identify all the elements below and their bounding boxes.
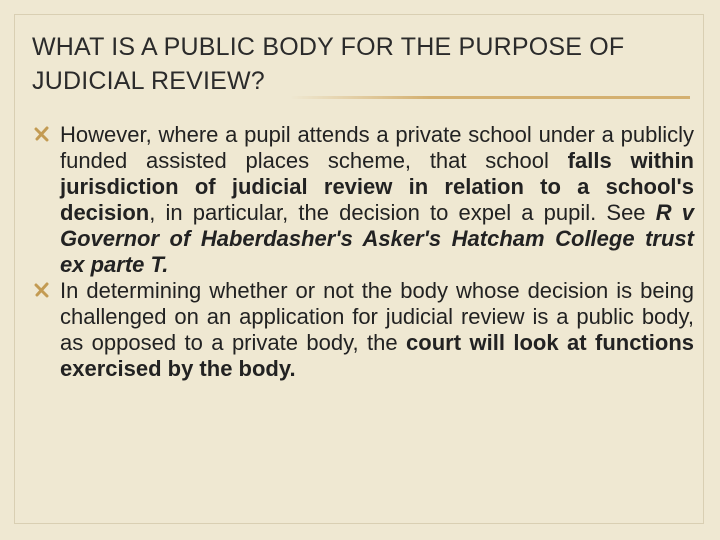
title-line-1: WHAT IS A PUBLIC BODY FOR THE PURPOSE OF [32, 33, 625, 61]
list-item [34, 278, 694, 382]
bullet-1-emphasis: falls within jurisdiction of judicial review in relation to a school's decision [60, 148, 694, 225]
title-line-2: JUDICIAL REVIEW? [32, 67, 265, 95]
case-citation: R v Governor of Haberdasher's Asker's Hatcham College trust ex parte T. [60, 200, 694, 277]
bullet-1-text-cont: , in particular, the decision to expel a pupil. See [149, 200, 656, 225]
slide-title [32, 30, 692, 98]
bullet-2-emphasis: court will look at functions exercised by the body. [60, 330, 694, 381]
title-underline [290, 96, 690, 99]
list-item [34, 122, 694, 278]
bullet-2-text: In determining whether or not the body whose decision is being challenged on an application for judicial review is a public body, as opposed to a private body, the [60, 278, 694, 355]
x-icon [34, 126, 50, 142]
x-icon [34, 282, 50, 298]
bullet-list [34, 122, 694, 382]
bullet-1-text: However, where a pupil attends a private school under a publicly funded assisted places scheme, that school [60, 122, 694, 173]
